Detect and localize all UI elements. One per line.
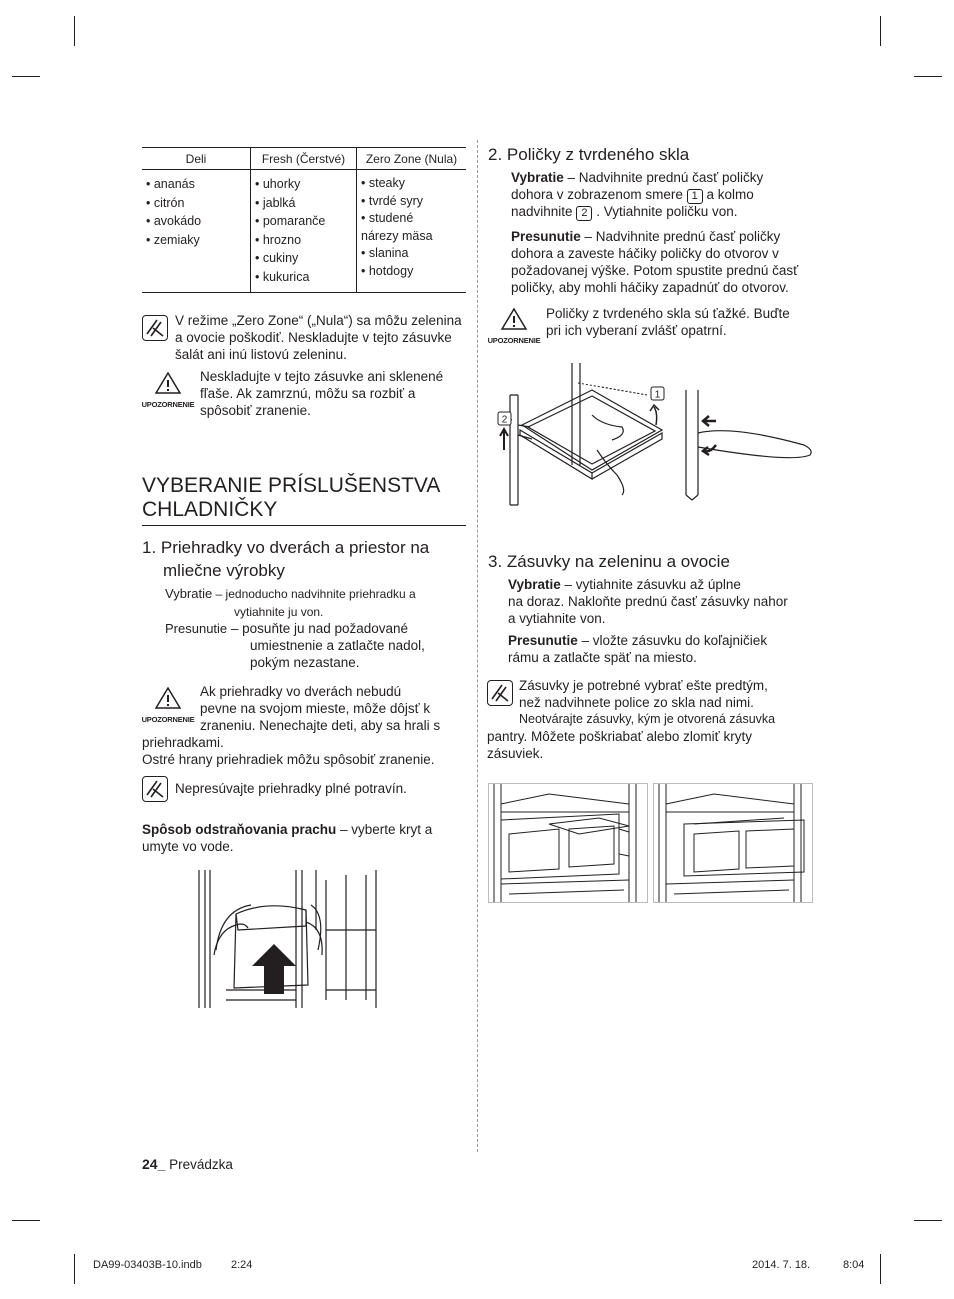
vybratie-text: nadvihnite <box>511 203 577 219</box>
label-vybratie: Vybratie <box>511 170 564 185</box>
arrow-icon <box>703 416 716 426</box>
warning-label: UPOZORNENIE <box>141 400 195 409</box>
vybratie-text: na doraz. Nakloňte prednú časť zásuvky nahor <box>508 594 788 609</box>
list-item: • steaky <box>361 176 405 190</box>
list-item: • cukiny <box>255 251 299 266</box>
warning-line: Ostré hrany priehradiek môžu spôsobiť zranenie. <box>142 752 435 767</box>
table-header: Deli <box>142 148 251 170</box>
warning-icon <box>501 308 527 330</box>
item1-presunutie <box>165 620 465 671</box>
list-item: • tvrdé syry <box>361 193 424 208</box>
crop-mark <box>74 16 75 46</box>
label-vybratie: Vybratie <box>508 577 561 592</box>
slug-file: DA99-03403B-10.indb <box>93 1259 202 1271</box>
presunutie-text: – vložte zásuvku do koľajničiek <box>577 633 768 648</box>
label-vybratie: Vybratie <box>165 586 213 601</box>
list-item: • ananás <box>146 177 195 191</box>
warning-icon <box>155 372 181 394</box>
table-cell <box>142 170 251 293</box>
slug-time: 8:04 <box>843 1259 865 1271</box>
crop-mark <box>880 16 881 46</box>
presunutie-text: – posuňte ju nad požadované <box>227 621 409 636</box>
note-line: pantry. Môžete poškriabať alebo zlomiť kryty <box>487 729 752 744</box>
list-item: • avokádo <box>146 214 202 229</box>
presunutie-text: rámu a zatlačte späť na miesto. <box>508 650 697 665</box>
dust-text: – vyberte kryt a umyte vo vode. <box>142 822 433 854</box>
drawer-figure-2 <box>653 783 813 903</box>
presunutie-text: umiestnenie a zatlačte nadol, <box>250 638 425 653</box>
note-text: Nepresúvajte priehradky plné potravín. <box>175 781 407 796</box>
list-item: • hrozno <box>255 232 302 247</box>
note-icon <box>142 315 168 341</box>
column-divider <box>477 140 478 1152</box>
vybratie-text: – jednoducho nadvihnite priehradku a <box>212 587 416 601</box>
warning-line: Ak priehradky vo dverách nebudú <box>200 684 402 699</box>
warning-block <box>487 308 541 345</box>
list-item: • zemiaky <box>146 232 200 247</box>
list-item: • hotdogy <box>361 263 414 278</box>
label-presunutie: Presunutie <box>165 621 228 636</box>
vybratie-text: vytiahnite ju von. <box>234 605 324 619</box>
item3-vybratie <box>508 576 828 627</box>
section-title-line: VYBERANIE PRÍSLUŠENSTVA <box>142 474 441 497</box>
item1-vybratie <box>165 586 465 620</box>
list-item: • pomaranče <box>255 214 326 229</box>
slug-date: 2014. 7. 18. <box>752 1259 811 1271</box>
vybratie-text: dohora v zobrazenom smere <box>511 186 687 202</box>
table-header: Fresh (Čerstvé) <box>251 148 357 170</box>
dust-instructions <box>142 821 452 855</box>
warning-line: pri ich vyberaní zvlášť opatrní. <box>546 323 727 338</box>
item1-title-line: mliečne výrobky <box>163 561 285 580</box>
warning-line: priehradkami. <box>142 735 224 750</box>
item1-title <box>142 536 472 582</box>
list-item: • citrón <box>146 195 185 210</box>
warning-text <box>142 683 472 768</box>
crop-mark <box>12 1220 40 1221</box>
item2-presunutie <box>511 228 831 296</box>
step-badge-text: 2 <box>501 414 508 426</box>
crop-mark <box>12 76 40 77</box>
presunutie-text: – Nadvihnite prednú časť poličky <box>580 229 781 244</box>
section-title-line: CHLADNIČKY <box>142 498 278 521</box>
note-line: Neotvárajte zásuvky, kým je otvorená zásuvka <box>519 712 776 726</box>
warning-line: zraneniu. Nenechajte deti, aby sa hrali s <box>200 718 441 733</box>
presunutie-text: požadovanej výške. Potom spustite prednú časť <box>511 263 799 278</box>
note-text: V režime „Zero Zone“ („Nula“) sa môžu zelenina a ovocie poškodiť. Neskladujte v tejto zásuvke šalát ani inú listovú zeleninu. <box>175 313 462 362</box>
label-presunutie: Presunutie <box>511 229 581 244</box>
list-item: • uhorky <box>255 177 301 191</box>
note-line: než nadvihnete police zo skla nad nimi. <box>519 695 754 710</box>
vybratie-text: – Nadvihnite prednú časť poličky <box>563 170 764 185</box>
item2-vybratie <box>511 170 821 221</box>
crop-mark <box>914 76 942 77</box>
storage-table <box>142 147 466 293</box>
dust-label: Spôsob odstraňovania prachu <box>142 822 337 837</box>
list-item: • studené nárezy mäsa <box>361 211 433 243</box>
page-section: Prevádzka <box>165 1157 233 1172</box>
table-header: Zero Zone (Nula) <box>357 148 467 170</box>
warning-text <box>546 305 826 339</box>
vybratie-text: – vytiahnite zásuvku až úplne <box>560 577 741 592</box>
warning-line: pevne na svojom mieste, môže dôjsť k <box>200 701 431 716</box>
page-number <box>142 1156 233 1172</box>
crop-mark <box>74 1254 75 1284</box>
page-num: 24_ <box>142 1156 166 1172</box>
table-cell <box>251 170 357 293</box>
drawer-figure-1 <box>488 783 648 903</box>
arrow-icon <box>500 429 508 450</box>
note-text <box>487 677 827 762</box>
glass-shelf-illustration <box>492 355 817 515</box>
label-presunutie: Presunutie <box>508 633 578 648</box>
section-title <box>142 474 466 526</box>
item2-title: 2. Poličky z tvrdeného skla <box>488 145 690 164</box>
step-badge-text: 1 <box>654 389 661 401</box>
presunutie-text: pokým nezastane. <box>250 655 360 670</box>
vybratie-text: a kolmo <box>702 186 754 202</box>
vybratie-text: . Vytiahnite poličku von. <box>592 203 738 219</box>
warning-text: Neskladujte v tejto zásuvke ani sklenené fľaše. Ak zamrznú, môžu sa rozbiť a spôsobiť zranenie. <box>200 369 444 418</box>
item3-title: 3. Zásuvky na zeleninu a ovocie <box>488 552 730 571</box>
warning-block <box>141 372 195 409</box>
warning-label: UPOZORNENIE <box>487 336 541 345</box>
list-item: • jablká <box>255 195 296 210</box>
step-badge: 2 <box>576 206 592 221</box>
crop-mark <box>914 1220 942 1221</box>
item1-title-line: 1. Priehradky vo dverách a priestor na <box>142 538 430 557</box>
slug-time: 2:24 <box>231 1259 253 1271</box>
step-badge: 1 <box>687 189 703 204</box>
note-icon <box>142 776 168 802</box>
door-bin-illustration <box>196 870 381 1008</box>
presunutie-text: dohora a zaveste háčiky poličky do otvorov v <box>511 246 779 261</box>
vybratie-text: a vytiahnite von. <box>508 611 606 626</box>
item3-presunutie <box>508 632 828 666</box>
crop-mark <box>880 1254 881 1284</box>
note-line: zásuviek. <box>487 746 544 761</box>
note-line: Zásuvky je potrebné vybrať ešte predtým, <box>519 678 768 693</box>
list-item: • kukurica <box>255 269 310 284</box>
presunutie-text: poličky, aby mohli háčiky zapadnúť do otvorov. <box>511 280 789 295</box>
warning-line: Poličky z tvrdeného skla sú ťažké. Buďte <box>546 306 790 321</box>
warning-label: UPOZORNENIE <box>141 715 195 724</box>
arrow-icon <box>650 405 659 425</box>
table-cell <box>357 170 467 293</box>
list-item: • slanina <box>361 246 409 260</box>
